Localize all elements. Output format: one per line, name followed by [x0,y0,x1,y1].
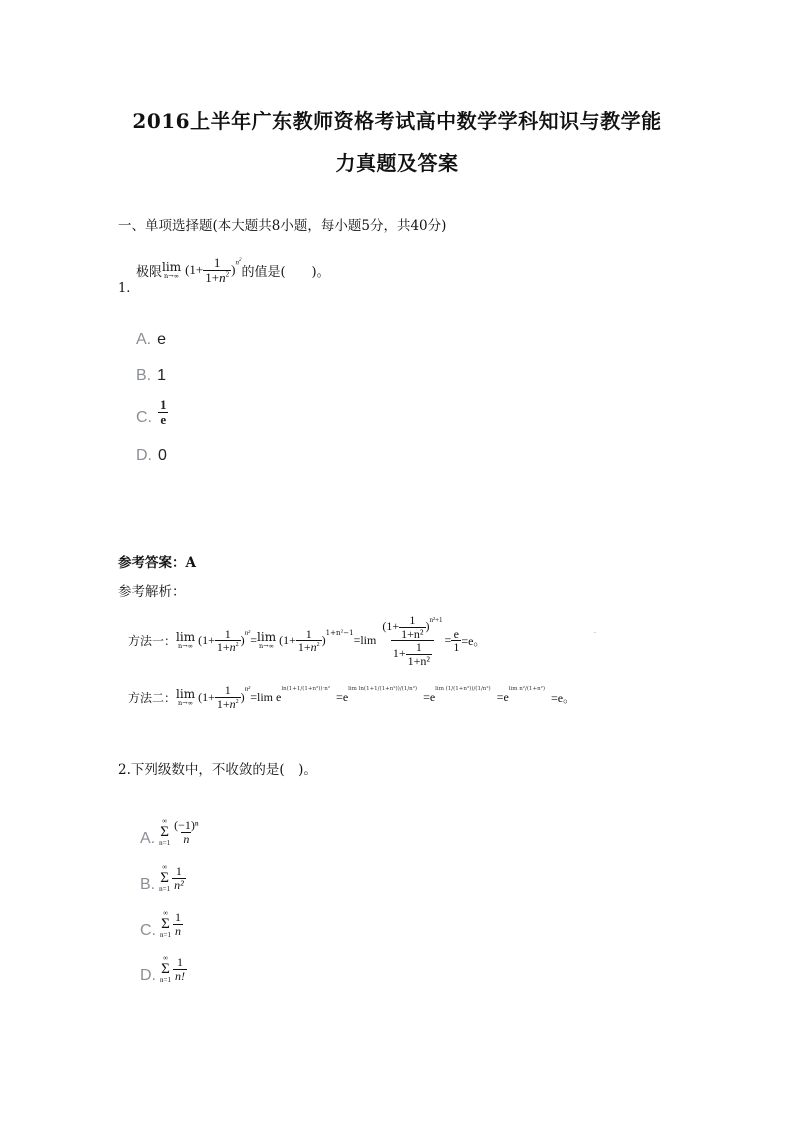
q1-method2-formula: 方法二： lim n→∞ (1+ $\frac{1}{1+n^2}$ ) n² =lim e ln(1+1/(1+n²))·n² =e lim ln(1+1/(1+n²))/(1/n²) =e lim (1/(1+n²))/(1/n²) =e lim n²/(1+n²) =e。 [128,683,576,711]
q2-option-d[interactable]: D. ∞ Σ n=1 $\frac{1}{n!}$ [140,954,185,984]
q1-number: 1. [118,281,131,296]
q1-stem-suffix: 的值是( )。 [241,264,330,280]
q1-option-d[interactable]: D. 0 [136,447,167,464]
q1-method1-formula: 方法一： lim n→∞ (1+ $\frac{1}{1+n^2}$ ) n² = lim n→∞ (1+ $\frac{1}{1+n^2}$ ) 1+n²−1 =lim (1+ $\frac{1}{\text{1+n²}}$ )$^{n^2+1}$ 1+ $\frac{1}{\text{1+n²}}$ = $\frac{e}{1}$ =e。 [128,613,486,668]
q1-stem-prefix: 极限 [136,264,163,280]
section-heading: 一、单项选择题(本大题共8小题，每小题5分，共40分) [118,218,447,234]
q2-option-b-fraction: $\frac{1}{\text{n²}}$ [174,864,184,892]
q2-option-b[interactable]: B. ∞ Σ n=1 $\frac{1}{\text{n²}}$ [140,863,184,893]
q1-option-c[interactable]: C. $\frac{1}{e}$ [136,397,167,427]
sigma-symbol: ∞ Σ n=1 [159,863,171,893]
q2-stem: 2.下列级数中，不收敛的是( )。 [118,762,317,778]
q1-answer-value: A [185,555,196,571]
sigma-symbol: ∞ Σ n=1 [159,817,171,847]
q2-option-c[interactable]: C. ∞ Σ n=1 $\frac{1}{n}$ [140,909,181,939]
sigma-symbol: ∞ Σ n=1 [160,909,171,939]
q1-option-a-value: e [157,331,167,348]
q2-option-a[interactable]: A. ∞ Σ n=1 $\frac{\text{(−1)ⁿ}}{n}$ [140,817,199,847]
q1-option-d-value: 0 [158,447,167,464]
q2-option-a-fraction: $\frac{\text{(−1)ⁿ}}{n}$ [174,818,199,846]
q1-analysis-label: 参考解析： [118,584,186,600]
q1-option-b-value: 1 [157,367,167,384]
limit-symbol: lim n→∞ [162,259,182,280]
fraction: $\frac{1}{1+n^2}$ [205,255,230,285]
page-title-line1: 2016上半年广东教师资格考试高中数学学科知识与教学能 [132,109,662,133]
dot-mark: · [594,630,596,637]
q1-stem-formula: 极限 lim n→∞ (1+ $\frac{1}{1+n^2}$ ) $n^2$ 的值是( )。 [136,255,330,285]
q1-answer: 参考答案：A [118,555,196,571]
q1-option-c-value: $\frac{1}{e}$ [160,397,167,427]
q1-option-b[interactable]: B. 1 [136,367,167,384]
page-title-line2: 力真题及答案 [335,151,459,175]
sigma-symbol: ∞ Σ n=1 [160,954,171,984]
q1-option-a[interactable]: A. e [136,331,167,348]
q2-option-c-fraction: $\frac{1}{n}$ [174,910,181,938]
q2-option-d-fraction: $\frac{1}{n!}$ [174,955,185,983]
